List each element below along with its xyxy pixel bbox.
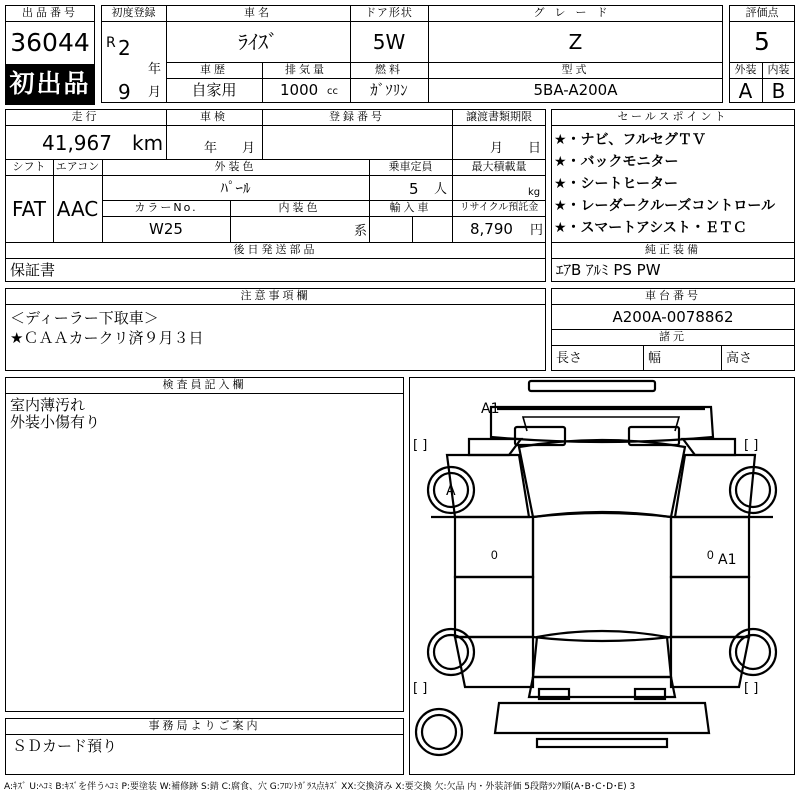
history: 自家用 <box>191 81 237 99</box>
shift: FAT <box>11 197 46 221</box>
reg-no-label: 登録番号 <box>329 110 385 123</box>
chassis-label: 車台番号 <box>645 289 701 302</box>
diagram-bracket: [ ] <box>413 438 428 453</box>
diagram-mark-left-wheel: A <box>446 483 456 499</box>
exterior-color: ﾊﾟｰﾙ <box>220 179 251 197</box>
width-label: 幅 <box>648 351 662 366</box>
grade: Z <box>568 30 583 54</box>
sales-point: ★・バックモニター <box>554 154 679 170</box>
reg-year: 2 <box>118 36 131 60</box>
mileage-unit: km <box>132 131 164 155</box>
reg-year-unit: 年 <box>148 62 162 77</box>
displacement-label: 排気量 <box>285 63 327 76</box>
exterior-color-label: 外装色 <box>214 160 257 173</box>
import-label: 輸入車 <box>389 201 432 214</box>
recycle-unit: 円 <box>530 223 544 238</box>
score-label: 評価点 <box>745 6 779 19</box>
notes-label: 注意事項欄 <box>240 289 311 302</box>
exterior-grade-label: 外装 <box>734 63 757 76</box>
diagram-mark-front: A1 <box>481 401 500 417</box>
history-label: 車歴 <box>200 63 228 76</box>
displacement-unit: cc <box>327 86 338 97</box>
dimensions-label: 諸元 <box>659 330 687 343</box>
score: 5 <box>754 27 770 56</box>
transfer-day-unit: 日 <box>528 141 542 156</box>
color-no: W25 <box>149 220 183 238</box>
recycle: 8,790 <box>470 220 513 238</box>
inspector-note: 室内薄汚れ <box>10 396 86 414</box>
svg-text:0: 0 <box>707 548 714 562</box>
shift-label: シフト <box>12 160 46 173</box>
first-listing-text: 初出品 <box>9 69 91 98</box>
inspector-label: 検査員記入欄 <box>162 378 247 391</box>
lot-number: 36044 <box>10 28 90 57</box>
door-label: ドア形状 <box>365 6 413 19</box>
reg-month-unit: 月 <box>148 85 162 100</box>
reg-era: R <box>106 35 116 51</box>
interior-color-label: 内装色 <box>278 201 321 214</box>
exterior-grade: A <box>738 79 753 103</box>
grade-label: グレード <box>533 6 618 19</box>
note-line: ★ＣＡＡカークリ済９月３日 <box>10 329 204 347</box>
office-note: ＳＤカード預り <box>12 737 118 755</box>
recycle-label: リサイクル預託金 <box>459 202 539 213</box>
transfer-label: 譲渡書類期限 <box>466 110 532 123</box>
mileage-label: 走行 <box>71 110 100 123</box>
height-label: 高さ <box>726 351 753 366</box>
genuine-equip: ｴｱB ｱﾙﾐ PS PW <box>556 261 661 279</box>
inspection-label: 車検 <box>200 110 228 123</box>
capacity-unit: 人 <box>434 182 448 197</box>
interior-grade-label: 内装 <box>767 63 790 76</box>
later-parts: 保証書 <box>10 261 56 279</box>
max-load-label: 最大積載量 <box>471 160 527 173</box>
inspection-year-unit: 年 <box>204 141 218 156</box>
car-diagram <box>409 377 795 775</box>
inspection-month-unit: 月 <box>242 141 256 156</box>
aircon-label: エアコン <box>55 160 100 173</box>
model-label: 型式 <box>561 63 590 76</box>
interior-grade: B <box>771 79 786 103</box>
chassis-number: A200A-0078862 <box>612 308 734 326</box>
capacity-label: 乗車定員 <box>388 160 433 173</box>
note-line: ＜ディーラー下取車＞ <box>10 309 159 327</box>
car-name-label: 車名 <box>244 6 272 19</box>
interior-color-unit: 系 <box>354 224 368 239</box>
sales-point: ★・ナビ、フルセグＴＶ <box>554 132 706 148</box>
diagram-bracket: [ ] <box>413 681 428 696</box>
diagram-bracket: [ ] <box>744 438 759 453</box>
first-reg-label: 初度登録 <box>111 6 156 19</box>
svg-text:0: 0 <box>491 548 498 562</box>
length-label: 長さ <box>556 351 583 366</box>
fuel-label: 燃料 <box>375 63 403 76</box>
lot-number-label: 出品番号 <box>22 6 78 19</box>
inspector-note: 外装小傷有り <box>10 413 101 431</box>
transfer-month-unit: 月 <box>490 141 504 156</box>
genuine-equip-label: 純正装備 <box>645 243 701 256</box>
door-type: 5W <box>372 30 406 54</box>
displacement: 1000 <box>280 81 319 99</box>
fuel: ｶﾞｿﾘﾝ <box>370 81 408 99</box>
load-unit: kg <box>528 187 541 198</box>
sales-point: ★・シートヒーター <box>554 176 678 192</box>
sales-points-label: セールスポイント <box>617 110 729 123</box>
office-label: 事務局よりご案内 <box>148 719 261 732</box>
mileage: 41,967 <box>42 131 112 155</box>
later-parts-label: 後日発送部品 <box>233 243 318 256</box>
reg-month: 9 <box>118 80 131 104</box>
sales-point: ★・スマートアシスト・ＥＴＣ <box>554 220 747 236</box>
color-no-label: カラーNo. <box>134 201 198 214</box>
car-name: ﾗｲｽﾞ <box>238 30 278 54</box>
capacity: 5 <box>409 180 419 198</box>
diagram-mark-right-door: A1 <box>718 552 737 568</box>
diagram-bracket: [ ] <box>744 681 759 696</box>
sales-point: ★・レーダークルーズコントロール <box>554 198 776 214</box>
aircon: AAC <box>56 197 99 221</box>
model: 5BA-A200A <box>533 81 618 99</box>
legend: A:ｷｽﾞ U:ﾍｺﾐ B:ｷｽﾞを伴うﾍｺﾐ P:要塗装 W:補修跡 S:錆 C:腐食、穴 G:ﾌﾛﾝﾄｶﾞﾗｽ点ｷｽﾞ XX:交換済み X:要交換 欠:欠品 内・外装評価 5段階ﾗﾝｸ順(A･B･C･D･E) 3 <box>4 782 636 792</box>
